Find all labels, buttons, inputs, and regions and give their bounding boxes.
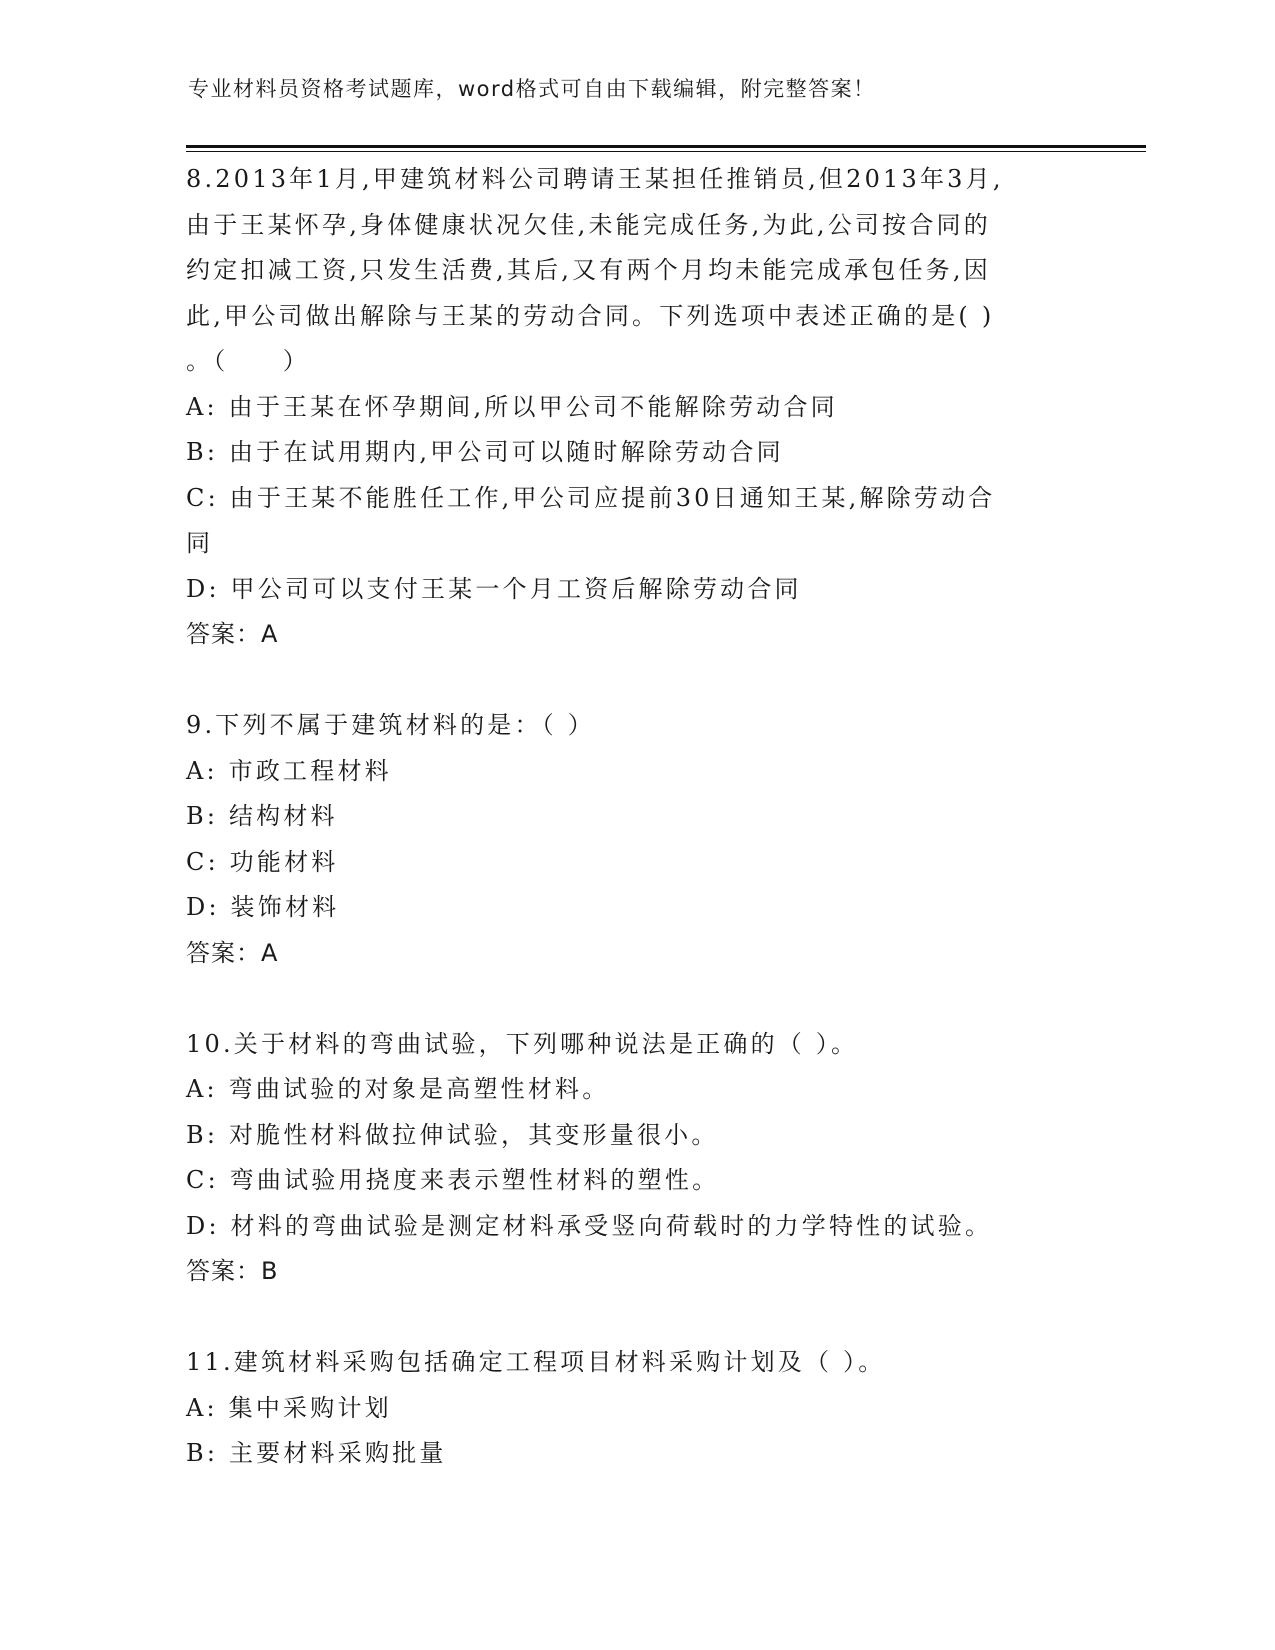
answer-option-line: A: 由于王某在怀孕期间,所以甲公司不能解除劳动合同	[186, 392, 838, 421]
question-stem-line: 8.2013年1月,甲建筑材料公司聘请王某担任推销员,但2013年3月,	[186, 165, 1004, 193]
question-stem-line: 11.建筑材料采购包括确定工程项目材料采购计划及（ ）。	[186, 1348, 886, 1376]
answer-key: 答案：A	[186, 620, 279, 648]
answer-option-line: D: 装饰材料	[186, 893, 340, 921]
question-stem-line: 。（ ）	[186, 347, 310, 375]
answer-option-line: A: 市政工程材料	[186, 756, 392, 785]
answer-key: 答案：B	[186, 1257, 279, 1285]
answer-option-line: D: 甲公司可以支付王某一个月工资后解除劳动合同	[186, 574, 802, 603]
answer-option-line: C: 功能材料	[186, 847, 339, 876]
answer-option-line: C: 由于王某不能胜任工作,甲公司应提前30日通知王某,解除劳动合	[186, 483, 996, 512]
answer-option-line: D: 材料的弯曲试验是测定材料承受竖向荷载时的力学特性的试验。	[186, 1211, 993, 1240]
question-list	[186, 157, 1086, 1477]
answer-option-line: 同	[186, 529, 214, 557]
question-spacer	[186, 976, 1086, 1022]
answer-option-line: B: 由于在试用期内,甲公司可以随时解除劳动合同	[186, 438, 784, 466]
question-stem-line: 9.下列不属于建筑材料的是：（ ）	[186, 711, 595, 739]
question-stem-line: 此,甲公司做出解除与王某的劳动合同。下列选项中表述正确的是( )	[186, 301, 995, 330]
header-rule-thin	[186, 151, 1146, 152]
header-rule-thick	[186, 145, 1146, 148]
question-stem-line: 约定扣减工资,只发生活费,其后,又有两个月均未能完成承包任务,因	[186, 256, 991, 284]
answer-option-line: A: 弯曲试验的对象是高塑性材料。	[186, 1075, 610, 1103]
question-spacer	[186, 658, 1086, 704]
question-block	[186, 703, 1086, 976]
answer-option-line: B: 主要材料采购批量	[186, 1439, 447, 1467]
question-stem-line: 10.关于材料的弯曲试验，下列哪种说法是正确的（ ）。	[186, 1029, 859, 1058]
answer-option-line: A: 集中采购计划	[186, 1393, 392, 1422]
answer-option-line: C: 弯曲试验用挠度来表示塑性材料的塑性。	[186, 1166, 720, 1194]
header-note: 专业材料员资格考试题库，word格式可自由下载编辑，附完整答案！	[188, 77, 876, 101]
question-block	[186, 1340, 1086, 1477]
question-stem-line: 由于王某怀孕,身体健康状况欠佳,未能完成任务,为此,公司按合同的	[186, 210, 991, 239]
answer-option-line: B: 结构材料	[186, 802, 338, 830]
question-spacer	[186, 1295, 1086, 1341]
question-block	[186, 157, 1086, 658]
answer-key: 答案：A	[186, 938, 279, 967]
question-block	[186, 1022, 1086, 1295]
answer-option-line: B: 对脆性材料做拉伸试验，其变形量很小。	[186, 1120, 719, 1149]
